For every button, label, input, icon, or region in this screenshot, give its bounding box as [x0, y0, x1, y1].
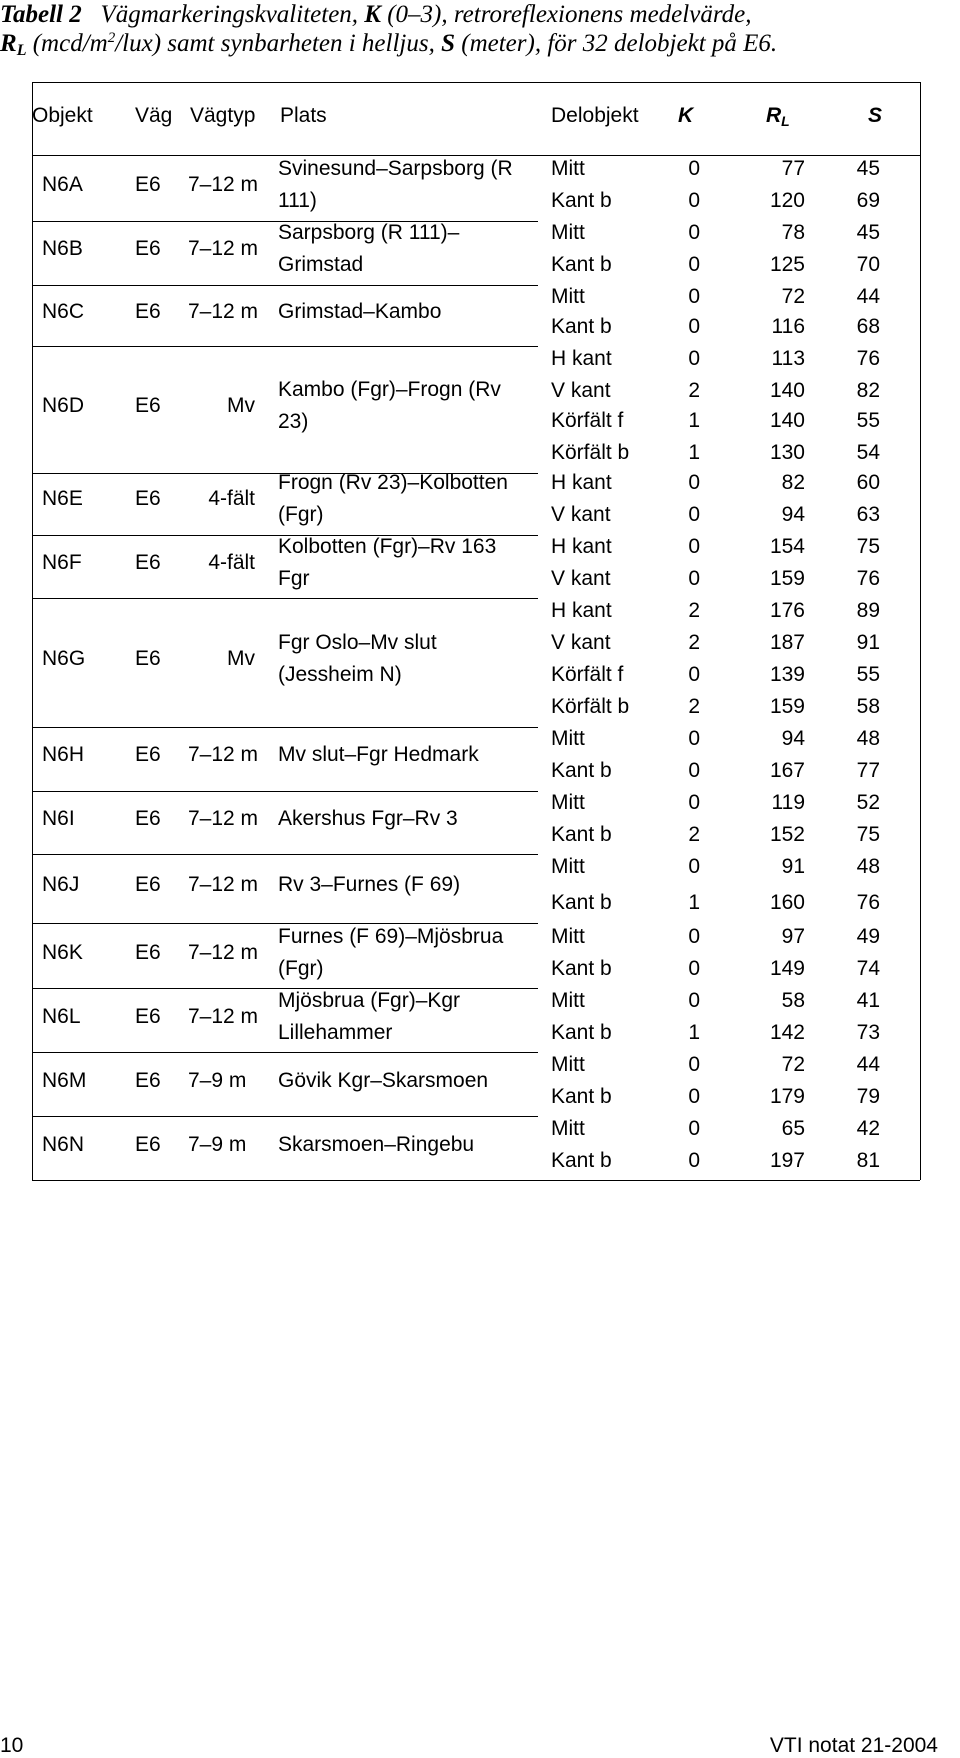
- vagtyp-cell: Mv: [227, 647, 255, 670]
- s-cell: 52: [856, 791, 880, 814]
- objekt-cell: N6D: [42, 394, 85, 417]
- delobjekt-cell: Kant b: [551, 891, 612, 914]
- vag-cell: E6: [135, 807, 161, 830]
- k-cell: 1: [688, 441, 700, 464]
- delobjekt-cell: Kant b: [551, 823, 612, 846]
- k-cell: 2: [688, 695, 700, 718]
- vagtyp-cell: 7–12 m: [188, 807, 259, 830]
- rl-cell: 58: [781, 989, 805, 1012]
- rl-cell: 159: [769, 567, 805, 590]
- plats-cell-line: 111): [278, 189, 317, 212]
- rl-cell: 160: [769, 891, 805, 914]
- vag-cell: E6: [135, 743, 161, 766]
- plats-cell-line: Grimstad: [278, 253, 364, 276]
- s-cell: 48: [856, 727, 880, 750]
- rl-cell: 119: [771, 791, 805, 814]
- caption-k-symbol: K: [364, 1, 381, 28]
- delobjekt-cell: Körfält b: [551, 695, 630, 718]
- rl-cell: 142: [769, 1021, 805, 1044]
- header-objekt: Objekt: [32, 104, 93, 127]
- header-rl: $R_L$: [766, 104, 790, 129]
- plats-cell-line: Rv 3–Furnes (F 69): [278, 873, 461, 896]
- group-divider: [32, 1116, 538, 1117]
- delobjekt-cell: Mitt: [551, 989, 585, 1012]
- s-cell: 45: [856, 157, 880, 180]
- caption-s-symbol: S: [441, 30, 456, 57]
- rl-cell: 140: [769, 379, 805, 402]
- k-cell: 0: [688, 285, 700, 308]
- group-divider: [32, 346, 538, 347]
- plats-cell-line: Kambo (Fgr)–Frogn (Rv: [278, 378, 501, 401]
- objekt-cell: N6J: [42, 873, 80, 896]
- vag-cell: E6: [135, 647, 161, 670]
- rl-cell: 77: [781, 157, 805, 180]
- rl-cell: 176: [769, 599, 805, 622]
- plats-cell-line: Mv slut–Fgr Hedmark: [278, 743, 479, 766]
- delobjekt-cell: Mitt: [551, 221, 585, 244]
- delobjekt-cell: Kant b: [551, 253, 612, 276]
- delobjekt-cell: Körfält f: [551, 409, 624, 432]
- table-bottom-rule: [32, 1180, 920, 1181]
- delobjekt-cell: Mitt: [551, 727, 585, 750]
- delobjekt-cell: Körfält b: [551, 441, 630, 464]
- rl-cell: 197: [769, 1149, 805, 1172]
- delobjekt-cell: Kant b: [551, 189, 612, 212]
- rl-cell: 140: [769, 409, 805, 432]
- delobjekt-cell: Mitt: [551, 925, 585, 948]
- k-cell: 0: [688, 1149, 700, 1172]
- header-s: S: [868, 104, 883, 127]
- plats-cell-line: Skarsmoen–Ringebu: [278, 1133, 475, 1156]
- caption-text-c: (mcd/m: [26, 30, 108, 57]
- s-cell: 42: [856, 1117, 880, 1140]
- s-cell: 75: [856, 823, 880, 846]
- caption-sup: 2: [107, 30, 116, 46]
- header-delobjekt: Delobjekt: [551, 104, 639, 127]
- table-right-border: [920, 82, 921, 1180]
- k-cell: 0: [688, 157, 700, 180]
- delobjekt-cell: Mitt: [551, 285, 585, 308]
- s-cell: 58: [856, 695, 880, 718]
- delobjekt-cell: Kant b: [551, 1085, 612, 1108]
- vagtyp-cell: 7–12 m: [188, 300, 259, 323]
- rl-cell: 94: [781, 727, 805, 750]
- k-cell: 0: [688, 1117, 700, 1140]
- s-cell: 55: [856, 663, 880, 686]
- plats-cell-line: Frogn (Rv 23)–Kolbotten: [278, 471, 508, 494]
- plats-cell-line: 23): [278, 410, 309, 433]
- k-cell: 0: [688, 535, 700, 558]
- k-cell: 0: [688, 925, 700, 948]
- rl-cell: 179: [769, 1085, 805, 1108]
- rl-cell: 116: [771, 315, 805, 338]
- k-cell: 0: [688, 253, 700, 276]
- s-cell: 60: [856, 471, 880, 494]
- page-number: 10: [0, 1734, 24, 1757]
- delobjekt-cell: V kant: [551, 631, 611, 654]
- vagtyp-cell: 7–12 m: [188, 237, 259, 260]
- objekt-cell: N6L: [42, 1005, 81, 1028]
- k-cell: 0: [688, 503, 700, 526]
- s-cell: 55: [856, 409, 880, 432]
- s-cell: 77: [856, 759, 880, 782]
- s-cell: 76: [856, 891, 880, 914]
- vag-cell: E6: [135, 1069, 161, 1092]
- caption-label: Tabell 2: [0, 1, 82, 28]
- delobjekt-cell: H kant: [551, 347, 612, 370]
- vag-cell: E6: [135, 300, 161, 323]
- k-cell: 0: [688, 957, 700, 980]
- k-cell: 0: [688, 221, 700, 244]
- vag-cell: E6: [135, 394, 161, 417]
- plats-cell-line: (Fgr): [278, 503, 324, 526]
- plats-cell-line: Akershus Fgr–Rv 3: [278, 807, 458, 830]
- vagtyp-cell: 7–12 m: [188, 941, 259, 964]
- s-cell: 81: [856, 1149, 880, 1172]
- s-cell: 70: [856, 253, 880, 276]
- caption-rl-symbol: $R_L$: [0, 30, 27, 59]
- caption-text-e: (meter), för 32 delobjekt på E6.: [455, 30, 778, 57]
- delobjekt-cell: Mitt: [551, 1117, 585, 1140]
- delobjekt-cell: Mitt: [551, 791, 585, 814]
- rl-cell: 152: [769, 823, 805, 846]
- delobjekt-cell: Kant b: [551, 759, 612, 782]
- rl-cell: 113: [771, 347, 805, 370]
- vag-cell: E6: [135, 873, 161, 896]
- k-cell: 2: [688, 631, 700, 654]
- k-cell: 0: [688, 471, 700, 494]
- k-cell: 0: [688, 727, 700, 750]
- plats-cell-line: Mjösbrua (Fgr)–Kgr: [278, 989, 461, 1012]
- s-cell: 75: [856, 535, 880, 558]
- rl-cell: 91: [781, 855, 805, 878]
- vag-cell: E6: [135, 237, 161, 260]
- rl-cell: 120: [769, 189, 805, 212]
- objekt-cell: N6F: [42, 551, 82, 574]
- s-cell: 44: [856, 285, 880, 308]
- caption-text-b: (0–3), retroreflexionens medelvärde,: [380, 1, 752, 28]
- k-cell: 0: [688, 663, 700, 686]
- k-cell: 2: [688, 379, 700, 402]
- s-cell: 49: [856, 925, 880, 948]
- s-cell: 89: [856, 599, 880, 622]
- vag-cell: E6: [135, 941, 161, 964]
- s-cell: 48: [856, 855, 880, 878]
- s-cell: 41: [856, 989, 880, 1012]
- rl-cell: 125: [769, 253, 805, 276]
- objekt-cell: N6C: [42, 300, 85, 323]
- rl-cell: 167: [769, 759, 805, 782]
- k-cell: 0: [688, 759, 700, 782]
- group-divider: [32, 285, 538, 286]
- rl-cell: 139: [769, 663, 805, 686]
- delobjekt-cell: H kant: [551, 471, 612, 494]
- rl-cell: 130: [769, 441, 805, 464]
- rl-cell: 82: [781, 471, 805, 494]
- s-cell: 79: [856, 1085, 880, 1108]
- vagtyp-cell: 7–9 m: [188, 1133, 247, 1156]
- delobjekt-cell: Mitt: [551, 855, 585, 878]
- header-plats: Plats: [280, 104, 327, 127]
- objekt-cell: N6E: [42, 487, 83, 510]
- vagtyp-cell: 4-fält: [208, 487, 255, 510]
- group-divider: [32, 727, 538, 728]
- rl-cell: 187: [769, 631, 805, 654]
- plats-cell-line: (Fgr): [278, 957, 324, 980]
- header-vagtyp: Vägtyp: [190, 104, 256, 127]
- rl-cell: 65: [781, 1117, 805, 1140]
- plats-cell-line: Sarpsborg (R 111)–: [278, 221, 460, 244]
- delobjekt-cell: H kant: [551, 599, 612, 622]
- rl-cell: 149: [769, 957, 805, 980]
- group-divider: [32, 854, 538, 855]
- rl-cell: 72: [781, 1053, 805, 1076]
- table-caption: [0, 0, 950, 58]
- k-cell: 0: [688, 1053, 700, 1076]
- s-cell: 73: [856, 1021, 880, 1044]
- objekt-cell: N6M: [42, 1069, 87, 1092]
- caption-text-d: /lux) samt synbarheten i helljus,: [115, 30, 442, 57]
- plats-cell-line: Gövik Kgr–Skarsmoen: [278, 1069, 489, 1092]
- k-cell: 0: [688, 855, 700, 878]
- header-vag: Väg: [135, 104, 173, 127]
- vagtyp-cell: 7–9 m: [188, 1069, 247, 1092]
- s-cell: 82: [856, 379, 880, 402]
- vag-cell: E6: [135, 1005, 161, 1028]
- s-cell: 54: [856, 441, 880, 464]
- k-cell: 1: [688, 409, 700, 432]
- s-cell: 69: [856, 189, 880, 212]
- group-divider: [32, 923, 538, 924]
- delobjekt-cell: V kant: [551, 503, 611, 526]
- delobjekt-cell: Körfält f: [551, 663, 624, 686]
- delobjekt-cell: Mitt: [551, 157, 585, 180]
- vagtyp-cell: 7–12 m: [188, 743, 259, 766]
- k-cell: 1: [688, 1021, 700, 1044]
- group-divider: [32, 791, 538, 792]
- s-cell: 45: [856, 221, 880, 244]
- k-cell: 1: [688, 891, 700, 914]
- vagtyp-cell: 7–12 m: [188, 873, 259, 896]
- objekt-cell: N6K: [42, 941, 83, 964]
- vag-cell: E6: [135, 1133, 161, 1156]
- objekt-cell: N6H: [42, 743, 85, 766]
- delobjekt-cell: V kant: [551, 379, 611, 402]
- s-cell: 74: [856, 957, 880, 980]
- plats-cell-line: Kolbotten (Fgr)–Rv 163: [278, 535, 497, 558]
- vag-cell: E6: [135, 487, 161, 510]
- s-cell: 91: [856, 631, 880, 654]
- rl-cell: 94: [781, 503, 805, 526]
- k-cell: 0: [688, 347, 700, 370]
- publication-id: VTI notat 21-2004: [769, 1734, 938, 1757]
- vag-cell: E6: [135, 173, 161, 196]
- plats-cell-line: Svinesund–Sarpsborg (R: [278, 157, 513, 180]
- header-k: K: [678, 104, 694, 127]
- s-cell: 68: [856, 315, 880, 338]
- caption-text-a: Vägmarkeringskvaliteten,: [100, 1, 365, 28]
- k-cell: 2: [688, 823, 700, 846]
- s-cell: 63: [856, 503, 880, 526]
- delobjekt-cell: H kant: [551, 535, 612, 558]
- k-cell: 0: [688, 989, 700, 1012]
- objekt-cell: N6G: [42, 647, 86, 670]
- rl-cell: 97: [781, 925, 805, 948]
- delobjekt-cell: Kant b: [551, 1149, 612, 1172]
- vag-cell: E6: [135, 551, 161, 574]
- k-cell: 0: [688, 1085, 700, 1108]
- rl-cell: 72: [781, 285, 805, 308]
- delobjekt-cell: V kant: [551, 567, 611, 590]
- objekt-cell: N6A: [42, 173, 83, 196]
- delobjekt-cell: Mitt: [551, 1053, 585, 1076]
- vagtyp-cell: Mv: [227, 394, 255, 417]
- k-cell: 0: [688, 189, 700, 212]
- delobjekt-cell: Kant b: [551, 957, 612, 980]
- plats-cell-line: Furnes (F 69)–Mjösbrua: [278, 925, 504, 948]
- vagtyp-cell: 7–12 m: [188, 1005, 259, 1028]
- plats-cell-line: (Jessheim N): [278, 663, 402, 686]
- vagtyp-cell: 4-fält: [208, 551, 255, 574]
- plats-cell-line: Fgr Oslo–Mv slut: [278, 631, 437, 654]
- rl-cell: 78: [781, 221, 805, 244]
- s-cell: 44: [856, 1053, 880, 1076]
- k-cell: 0: [688, 315, 700, 338]
- objekt-cell: N6B: [42, 237, 83, 260]
- group-divider: [32, 1052, 538, 1053]
- k-cell: 2: [688, 599, 700, 622]
- objekt-cell: N6I: [42, 807, 75, 830]
- rl-cell: 154: [769, 535, 805, 558]
- vagtyp-cell: 7–12 m: [188, 173, 259, 196]
- k-cell: 0: [688, 791, 700, 814]
- delobjekt-cell: Kant b: [551, 1021, 612, 1044]
- delobjekt-cell: Kant b: [551, 315, 612, 338]
- plats-cell-line: Grimstad–Kambo: [278, 300, 442, 323]
- rl-cell: 159: [769, 695, 805, 718]
- plats-cell-line: Lillehammer: [278, 1021, 393, 1044]
- s-cell: 76: [856, 567, 880, 590]
- objekt-cell: N6N: [42, 1133, 85, 1156]
- k-cell: 0: [688, 567, 700, 590]
- table-left-border: [32, 82, 33, 1180]
- table-top-rule: [32, 82, 920, 83]
- header-rule: [32, 155, 920, 156]
- plats-cell-line: Fgr: [278, 567, 310, 590]
- group-divider: [32, 598, 538, 599]
- s-cell: 76: [856, 347, 880, 370]
